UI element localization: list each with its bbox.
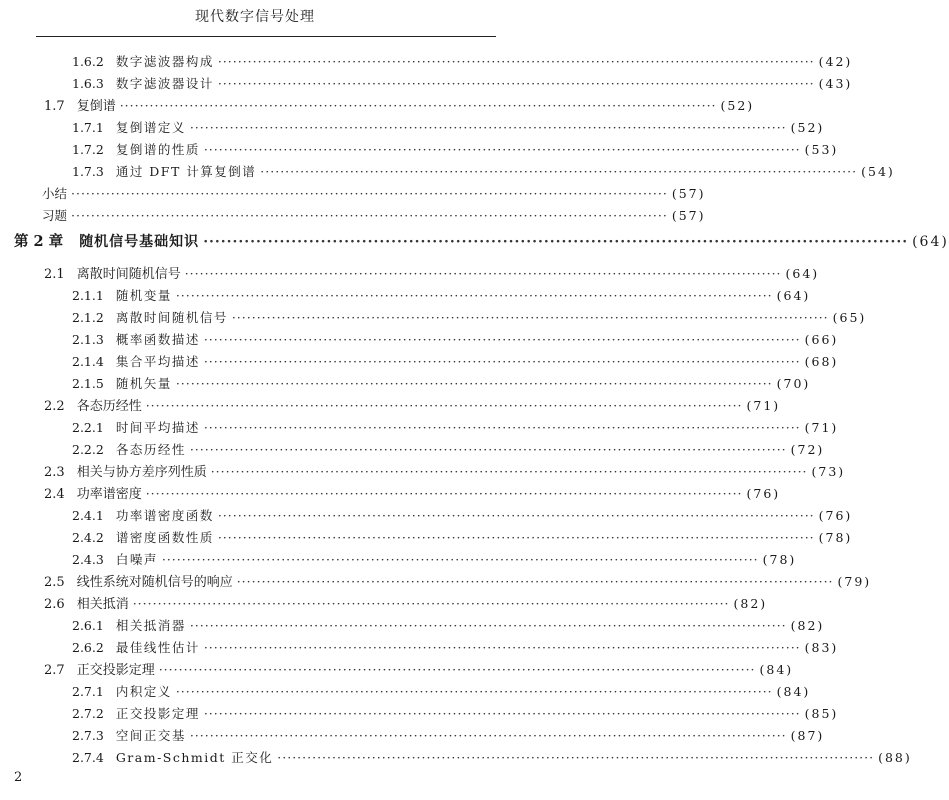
dot-leader: ························································································································ [217,508,815,523]
entry-page: (72) [790,442,825,457]
entry-title: 数字滤波器构成 [115,54,214,69]
entry-number: 2.6 [44,597,65,612]
entry-number: 2.2 [44,399,65,414]
entry-number: 2.7.1 [72,684,104,699]
toc-entry [0,206,706,226]
entry-page: (76) [818,508,853,523]
toc-entry [0,96,755,116]
entry-title: 概率函数描述 [115,332,200,347]
entry-number: 2.1.3 [72,332,104,347]
dot-leader: ························································································································ [175,376,773,391]
toc-entry [0,352,839,372]
entry-page: (66) [804,332,839,347]
toc-entry [0,682,811,702]
entry-number: 2.4.3 [72,552,104,567]
toc-entry [0,660,794,680]
dot-leader: ························································································································ [231,310,829,325]
toc-entry [0,52,853,72]
toc-entry [0,704,839,724]
entry-number: 2.7.4 [72,750,104,765]
entry-number: 2.2.2 [72,442,104,457]
entry-page: (57) [671,186,706,201]
entry-number: 2.1.4 [72,354,104,369]
entry-page: (70) [776,376,811,391]
toc-entry [0,462,846,482]
entry-number: 2.6.1 [72,618,104,633]
entry-number: 2.7.3 [72,728,104,743]
entry-title: 习题 [42,208,68,223]
entry-title: 相关抵消 [76,597,129,612]
entry-number: 2.7 [44,663,65,678]
entry-title: 正交投影定理 [115,706,200,721]
entry-number: 1.7.2 [72,142,104,157]
dot-leader: ························································································································ [203,640,801,655]
dot-leader: ························································································································ [175,684,773,699]
entry-page: (78) [762,552,797,567]
entry-title: 复倒谱 [76,99,116,114]
toc-entry [0,74,853,94]
entry-title: 正交投影定理 [76,663,155,678]
toc-entry [0,418,839,438]
entry-page: (71) [804,420,839,435]
entry-page: (64) [785,266,820,281]
toc-entry [0,594,768,614]
toc-entry [0,550,797,570]
entry-page: (43) [818,76,853,91]
entry-title: 随机矢量 [115,376,172,391]
dot-leader: ························································································································ [203,142,801,157]
toc-entry [0,616,825,636]
entry-title: 小结 [42,186,68,201]
dot-leader: ························································································································ [161,552,759,567]
entry-number: 2.1.1 [72,288,104,303]
entry-title: 内积定义 [115,684,172,699]
entry-number: 2.5 [44,575,65,590]
entry-title: 谱密度函数性质 [115,530,214,545]
entry-title: 相关与协方差序列性质 [76,465,207,480]
entry-page: (82) [790,618,825,633]
dot-leader: ························································································································ [260,164,858,179]
entry-number: 1.7.3 [72,164,104,179]
entry-number: 2.4 [44,487,65,502]
dot-leader: ························································································································ [71,186,668,201]
entry-number: 第 2 章 [14,233,64,250]
dot-leader: ························································································································ [217,530,815,545]
toc-entry [0,264,820,284]
entry-number: 2.1.2 [72,310,104,325]
toc-entry [0,484,781,504]
entry-page: (84) [759,662,794,677]
dot-leader: ························································································································ [217,76,815,91]
entry-title: 相关抵消器 [115,618,186,633]
entry-page: (42) [818,54,853,69]
dot-leader: ························································································································ [189,442,787,457]
entry-title: 各态历经性 [115,442,186,457]
entry-title: 离散时间随机信号 [76,267,181,282]
dot-leader: ························································································································ [132,596,730,611]
entry-title: 离散时间随机信号 [115,310,228,325]
entry-page: (76) [746,486,781,501]
entry-page: (78) [818,530,853,545]
entry-number: 2.7.2 [72,706,104,721]
toc-entry [0,638,839,658]
entry-page: (83) [804,640,839,655]
entry-number: 2.2.1 [72,420,104,435]
entry-title: 线性系统对随机信号的响应 [76,575,233,590]
entry-page: (65) [832,310,867,325]
entry-page: (71) [746,398,781,413]
dot-leader: ························································································································ [71,208,668,223]
entry-title: 最佳线性估计 [115,640,200,655]
entry-page: (68) [804,354,839,369]
entry-number: 2.3 [44,465,65,480]
entry-number: 1.6.2 [72,54,104,69]
entry-number: 2.1 [44,267,65,282]
entry-page: (88) [878,750,912,765]
entry-page: (52) [790,120,825,135]
toc-entry [0,374,811,394]
dot-leader: ························································································································ [203,706,801,721]
entry-page: (84) [776,684,811,699]
entry-title: 复倒谱定义 [115,120,186,135]
entry-page: (54) [861,164,895,179]
toc-entry [0,308,867,328]
toc-entry [0,330,839,350]
dot-leader: ························································································································ [175,288,773,303]
dot-leader: ························································································································ [236,574,834,589]
toc-entry [0,286,811,306]
entry-title: Gram-Schmidt 正交化 [115,750,274,765]
entry-page: (64) [776,288,811,303]
entry-title: 白噪声 [115,552,158,567]
dot-leader: ························································································································ [203,234,909,250]
entry-page: (85) [804,706,839,721]
dot-leader: ························································································································ [189,120,787,135]
entry-number: 2.1.5 [72,376,104,391]
header-rule [36,36,496,37]
toc-entry [0,440,825,460]
dot-leader: ························································································································ [145,398,743,413]
entry-page: (79) [837,574,872,589]
toc-entry [0,162,895,182]
toc-entry [0,726,825,746]
entry-page: (57) [671,208,706,223]
entry-number: 2.4.1 [72,508,104,523]
entry-number: 1.7.1 [72,120,104,135]
entry-number: 1.6.3 [72,76,104,91]
page-number: 2 [14,770,23,785]
entry-title: 集合平均描述 [115,354,200,369]
chapter-entry [0,232,949,252]
entry-page: (73) [811,464,846,479]
toc-entry [0,396,781,416]
entry-page: (82) [733,596,768,611]
running-header: 现代数字信号处理 [195,9,315,25]
toc-entry [0,528,853,548]
toc-entry [0,118,825,138]
dot-leader: ························································································································ [203,354,801,369]
entry-title: 时间平均描述 [115,420,200,435]
entry-title: 各态历经性 [76,399,142,414]
entry-page: (64) [912,234,949,250]
entry-title: 功率谱密度函数 [115,508,214,523]
toc-entry [0,506,853,526]
dot-leader: ························································································································ [184,266,782,281]
entry-number: 2.4.2 [72,530,104,545]
dot-leader: ························································································································ [210,464,808,479]
entry-number: 1.7 [44,99,65,114]
entry-title: 空间正交基 [115,728,186,743]
toc-entry [0,140,839,160]
dot-leader: ························································································································ [217,54,815,69]
entry-title: 功率谱密度 [76,487,142,502]
dot-leader: ························································································································ [145,486,743,501]
toc-entry [0,572,872,592]
entry-title: 通过 DFT 计算复倒谱 [115,164,257,179]
entry-title: 数字滤波器设计 [115,76,214,91]
entry-page: (87) [790,728,825,743]
dot-leader: ························································································································ [203,332,801,347]
dot-leader: ························································································································ [203,420,801,435]
dot-leader: ························································································································ [119,98,717,113]
dot-leader: ························································································································ [277,750,875,765]
entry-title: 复倒谱的性质 [115,142,200,157]
entry-title: 随机变量 [115,288,172,303]
entry-page: (53) [804,142,839,157]
entry-number: 2.6.2 [72,640,104,655]
dot-leader: ························································································································ [189,618,787,633]
dot-leader: ························································································································ [158,662,756,677]
dot-leader: ························································································································ [189,728,787,743]
toc-entry [0,184,706,204]
entry-title: 随机信号基础知识 [79,234,200,250]
toc-entry [0,748,912,768]
entry-page: (52) [720,98,755,113]
